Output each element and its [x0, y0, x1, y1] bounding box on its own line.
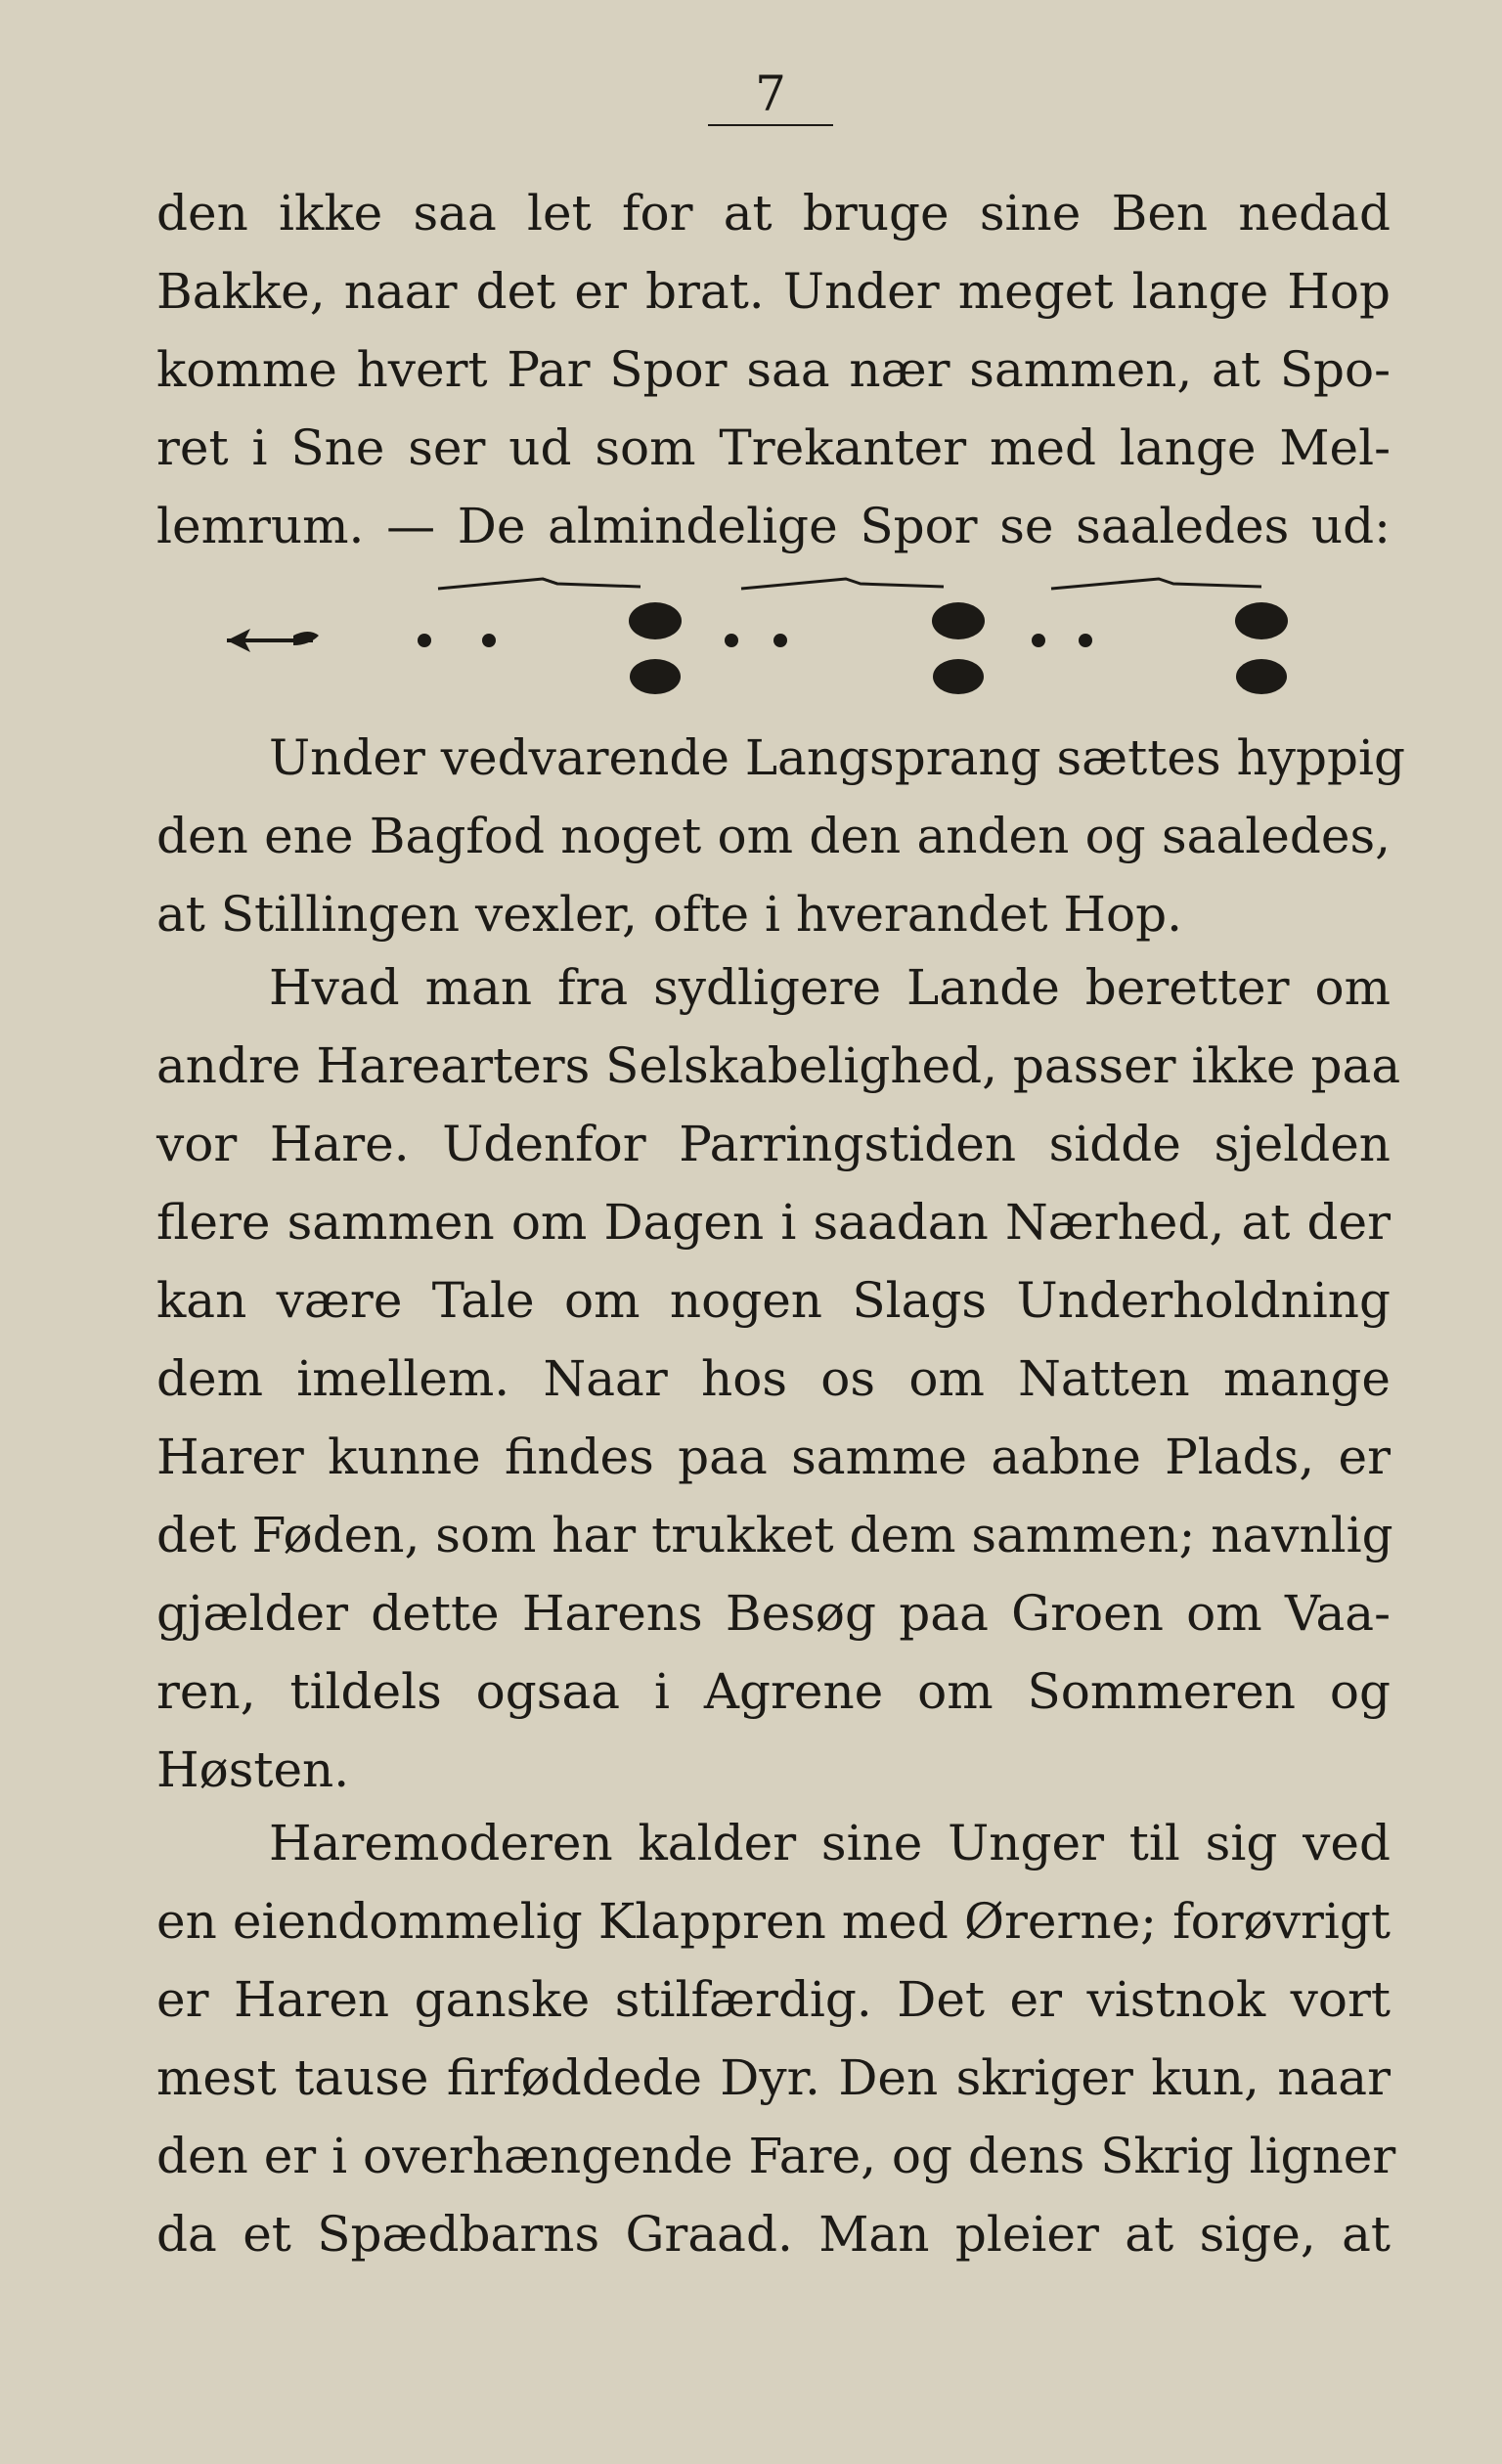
- small-track-dot: [1079, 634, 1092, 647]
- large-track-print: [932, 602, 985, 639]
- large-track-print: [1236, 659, 1287, 694]
- text-line: mest tause firføddede Dyr. Den skriger kun, naar: [156, 2049, 1391, 2106]
- small-track-dot: [1032, 634, 1045, 647]
- large-track-print: [629, 602, 682, 639]
- text-line: flere sammen om Dagen i saadan Nærhed, at der: [156, 1194, 1391, 1251]
- paragraph-top: [156, 174, 1391, 565]
- paragraph-langsprang: [156, 719, 1405, 953]
- track-group: [725, 579, 985, 694]
- track-group: [418, 579, 682, 694]
- text-line: Under vedvarende Langsprang sættes hyppig: [269, 729, 1405, 786]
- large-track-print: [1235, 602, 1288, 639]
- paragraph-selskabelighed: [156, 948, 1401, 1809]
- text-line: vor Hare. Udenfor Parringstiden sidde sjelden: [156, 1116, 1391, 1172]
- small-track-dot: [418, 634, 431, 647]
- text-line: at Stillingen vexler, ofte i hverandet Hop.: [156, 886, 1183, 943]
- text-line: lemrum. — De almindelige Spor se saaledes ud:: [156, 498, 1391, 554]
- text-line: Hvad man fra sydligere Lande beretter om: [269, 959, 1391, 1016]
- text-line: Bakke, naar det er brat. Under meget lange Hop: [156, 263, 1391, 320]
- text-line: Høsten.: [156, 1741, 350, 1798]
- large-track-print: [933, 659, 984, 694]
- text-line: da et Spædbarns Graad. Man pleier at sige, at: [156, 2206, 1391, 2263]
- large-track-print: [630, 659, 681, 694]
- text-line: det Føden, som har trukket dem sammen; navnlig: [156, 1507, 1393, 1563]
- text-line: gjælder dette Harens Besøg paa Groen om Vaa-: [156, 1585, 1391, 1642]
- text-line: den ene Bagfod noget om den anden og saaledes,: [156, 808, 1391, 864]
- text-line: Haremoderen kalder sine Unger til sig ved: [269, 1815, 1391, 1871]
- small-track-dot: [725, 634, 738, 647]
- page-number-underline: [708, 124, 833, 126]
- text-line: er Haren ganske stilfærdig. Det er vistnok vort: [156, 1971, 1391, 2028]
- text-line: ret i Sne ser ud som Trekanter med lange Mel-: [156, 419, 1391, 476]
- text-line: andre Harearters Selskabelighed, passer ikke paa: [156, 1037, 1401, 1094]
- text-line: Harer kunne findes paa samme aabne Plads, er: [156, 1429, 1391, 1485]
- text-line: den ikke saa let for at bruge sine Ben nedad: [156, 185, 1391, 242]
- small-track-dot: [773, 634, 787, 647]
- paragraph-haremoderen: [156, 1804, 1396, 2273]
- text-line: ren, tildels ogsaa i Agrene om Sommeren og: [156, 1663, 1391, 1720]
- text-line: kan være Tale om nogen Slags Underholdning: [156, 1272, 1391, 1329]
- text-line: dem imellem. Naar hos os om Natten mange: [156, 1350, 1391, 1407]
- page-number: 7: [755, 66, 786, 122]
- text-line: en eiendommelig Klappren med Ørerne; forøvrigt: [156, 1893, 1391, 1950]
- hare-track-diagram: [0, 557, 1502, 724]
- track-group: [1032, 579, 1288, 694]
- small-track-dot: [482, 634, 496, 647]
- arrow-left-icon: [227, 629, 319, 652]
- text-line: komme hvert Par Spor saa nær sammen, at Spo-: [156, 341, 1391, 398]
- text-line: den er i overhængende Fare, og dens Skrig ligner: [156, 2128, 1396, 2184]
